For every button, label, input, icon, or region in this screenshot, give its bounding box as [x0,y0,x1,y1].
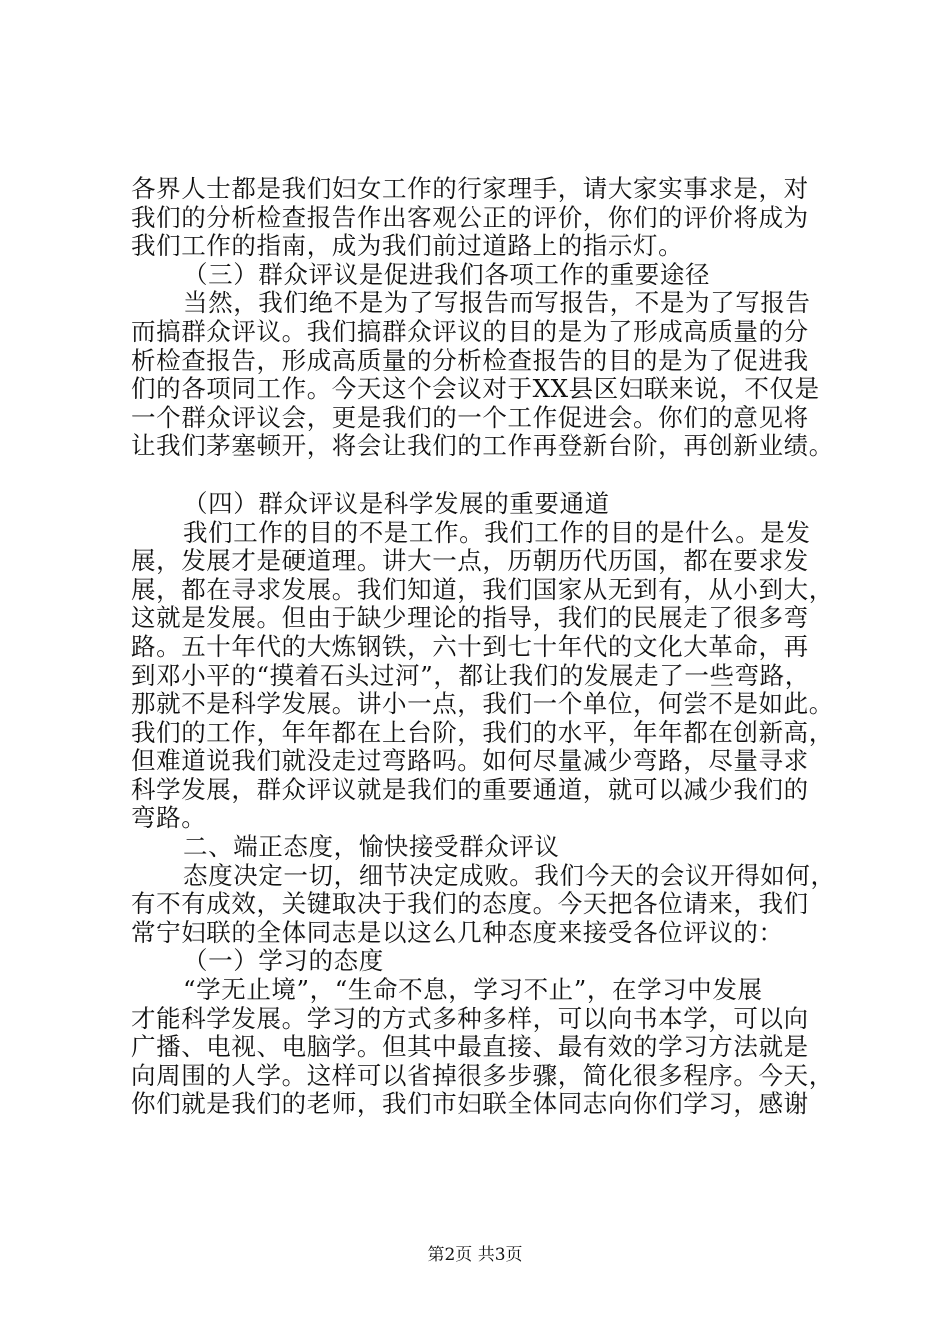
text-line: 们的各项同工作。今天这个会议对于XX县区妇联来说，不仅是 [131,374,820,404]
text-line: 我们工作的目的不是工作。我们工作的目的是什么。是发 [183,517,811,547]
text-line: 这就是发展。但由于缺少理论的指导，我们的民展走了很多弯 [131,603,809,633]
text-line: 各界人士都是我们妇女工作的行家理手，请大家实事求是，对 [131,174,809,203]
text-line: 态度决定一切，细节决定成败。我们今天的会议开得如何， [183,860,836,890]
text-line: 路。五十年代的大炼钢铁，六十到七十年代的文化大革命，再 [131,631,809,661]
text-line: “学无止境”，“生命不息，学习不止”，在学习中发展 [183,975,763,1005]
page-number-footer: 第2页 共3页 [427,1245,523,1265]
text-line: 当然，我们绝不是为了写报告而写报告，不是为了写报告 [183,288,811,318]
text-line: 才能科学发展。学习的方式多种多样，可以向书本学，可以向 [131,1003,809,1033]
section-heading: （四）群众评议是科学发展的重要通道 [183,488,610,518]
text-line: 常宁妇联的全体同志是以这么几种态度来接受各位评议的： [131,917,784,947]
section-heading: 二、端正态度，愉快接受群众评议 [183,832,560,862]
text-line: 你们就是我们的老师，我们市妇联全体同志向你们学习，感谢 [131,1089,809,1119]
text-line: 但难道说我们就没走过弯路吗。如何尽量减少弯路，尽量寻求 [131,746,809,776]
text-line: 展，都在寻求发展。我们知道，我们国家从无到有，从小到大， [131,574,834,604]
section-heading: （三）群众评议是促进我们各项工作的重要途径 [183,259,711,289]
text-line: 广播、电视、电脑学。但其中最直接、最有效的学习方法就是 [131,1032,809,1062]
text-line: 有不有成效，关键取决于我们的态度。今天把各位请来，我们 [131,889,809,919]
text-line: 向周围的人学。这样可以省掉很多步骤，简化很多程序。今天， [131,1060,834,1090]
text-line: 一个群众评议会，更是我们的一个工作促进会。你们的意见将 [131,402,809,432]
body-text [131,175,851,1119]
text-line: 那就不是科学发展。讲小一点，我们一个单位，何尝不是如此。 [131,689,834,719]
text-line: 科学发展，群众评议就是我们的重要通道，就可以减少我们的 [131,774,809,804]
text-line: 展，发展才是硬道理。讲大一点，历朝历代历国，都在要求发 [131,546,809,576]
text-line: 弯路。 [131,803,207,833]
section-heading: （一）学习的态度 [183,946,384,976]
text-line: 而搞群众评议。我们搞群众评议的目的是为了形成高质量的分 [131,316,809,346]
paragraph-gap [131,461,851,490]
text-line: 析检查报告，形成高质量的分析检查报告的目的是为了促进我 [131,345,809,375]
text-line: 让我们茅塞顿开，将会让我们的工作再登新台阶，再创新业绩。 [131,431,834,461]
text-line: 我们的工作，年年都在上台阶，我们的水平，年年都在创新高， [131,717,834,747]
text-line: 到邓小平的“摸着石头过河”，都让我们的发展走了一些弯路， [131,660,810,690]
text-line: 我们工作的指南，成为我们前过道路上的指示灯。 [131,231,684,261]
text-line: 我们的分析检查报告作出客观公正的评价，你们的评价将成为 [131,202,809,232]
